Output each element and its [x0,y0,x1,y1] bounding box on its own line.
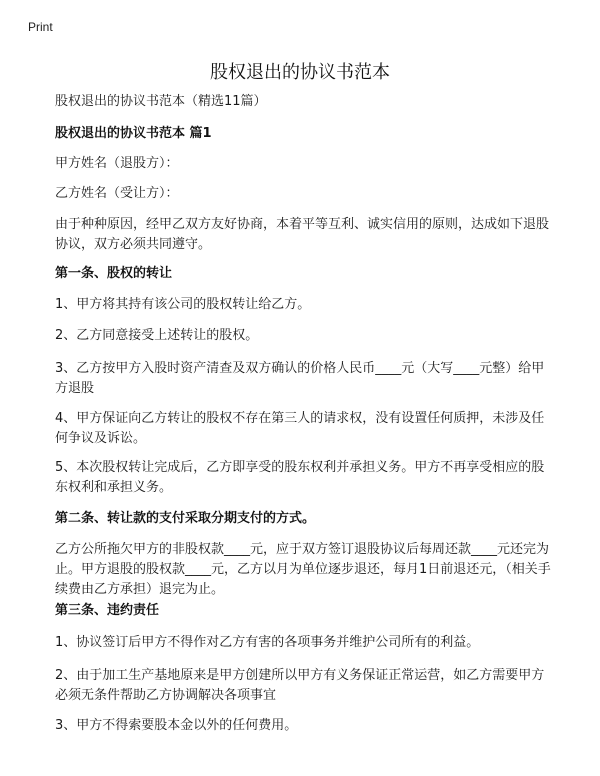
article2-heading: 第二条、转让款的支付采取分期支付的方式。 [55,511,316,526]
article1-item: 2、乙方同意接受上述转让的股权。 [55,328,259,343]
article1-item: 3、乙方按甲方入股时资产清查及双方确认的价格人民币____元（大写____元整）给甲方退股 [55,361,545,396]
article1-item: 1、甲方将其持有该公司的股权转让给乙方。 [55,297,311,312]
article3-item: 3、甲方不得索要股本金以外的任何费用。 [55,718,298,733]
print-link[interactable]: Print [28,20,53,34]
document-title: 股权退出的协议书范本 [210,62,390,83]
article3-item: 2、由于加工生产基地原来是甲方创建所以甲方有义务保证正常运营，如乙方需要甲方必须无条件帮助乙方协调解决各项事宜 [55,668,545,703]
article1-item: 5、本次股权转让完成后，乙方即享受的股东权利并承担义务。甲方不再享受相应的股东权利和承担义务。 [55,460,545,495]
article1-item: 4、甲方保证向乙方转让的股权不存在第三人的请求权，没有设置任何质押，未涉及任何争议及诉讼。 [55,411,545,446]
party-a-name: 甲方姓名（退股方）： [55,156,179,171]
document-subtitle: 股权退出的协议书范本（精选11篇） [55,94,267,109]
article3-item: 1、协议签订后甲方不得作对乙方有害的各项事务并维护公司所有的利益。 [55,635,480,650]
party-b-name: 乙方姓名（受让方）： [55,186,179,201]
article2-body: 乙方公所拖欠甲方的非股权款____元，应于双方签订退股协议后每周还款____元还完为止。甲方退股的股权款____元，乙方以月为单位逐步退还，每月1日前退还元，（相关手续费由乙方承担）退完为止。 [55,542,551,597]
intro-paragraph: 由于种种原因，经甲乙双方友好协商，本着平等互利、诚实信用的原则，达成如下退股协议，双方必须共同遵守。 [55,217,550,252]
article1-heading: 第一条、股权的转让 [55,266,173,281]
section-title: 股权退出的协议书范本 篇1 [55,126,212,141]
article3-heading: 第三条、违约责任 [55,603,160,618]
